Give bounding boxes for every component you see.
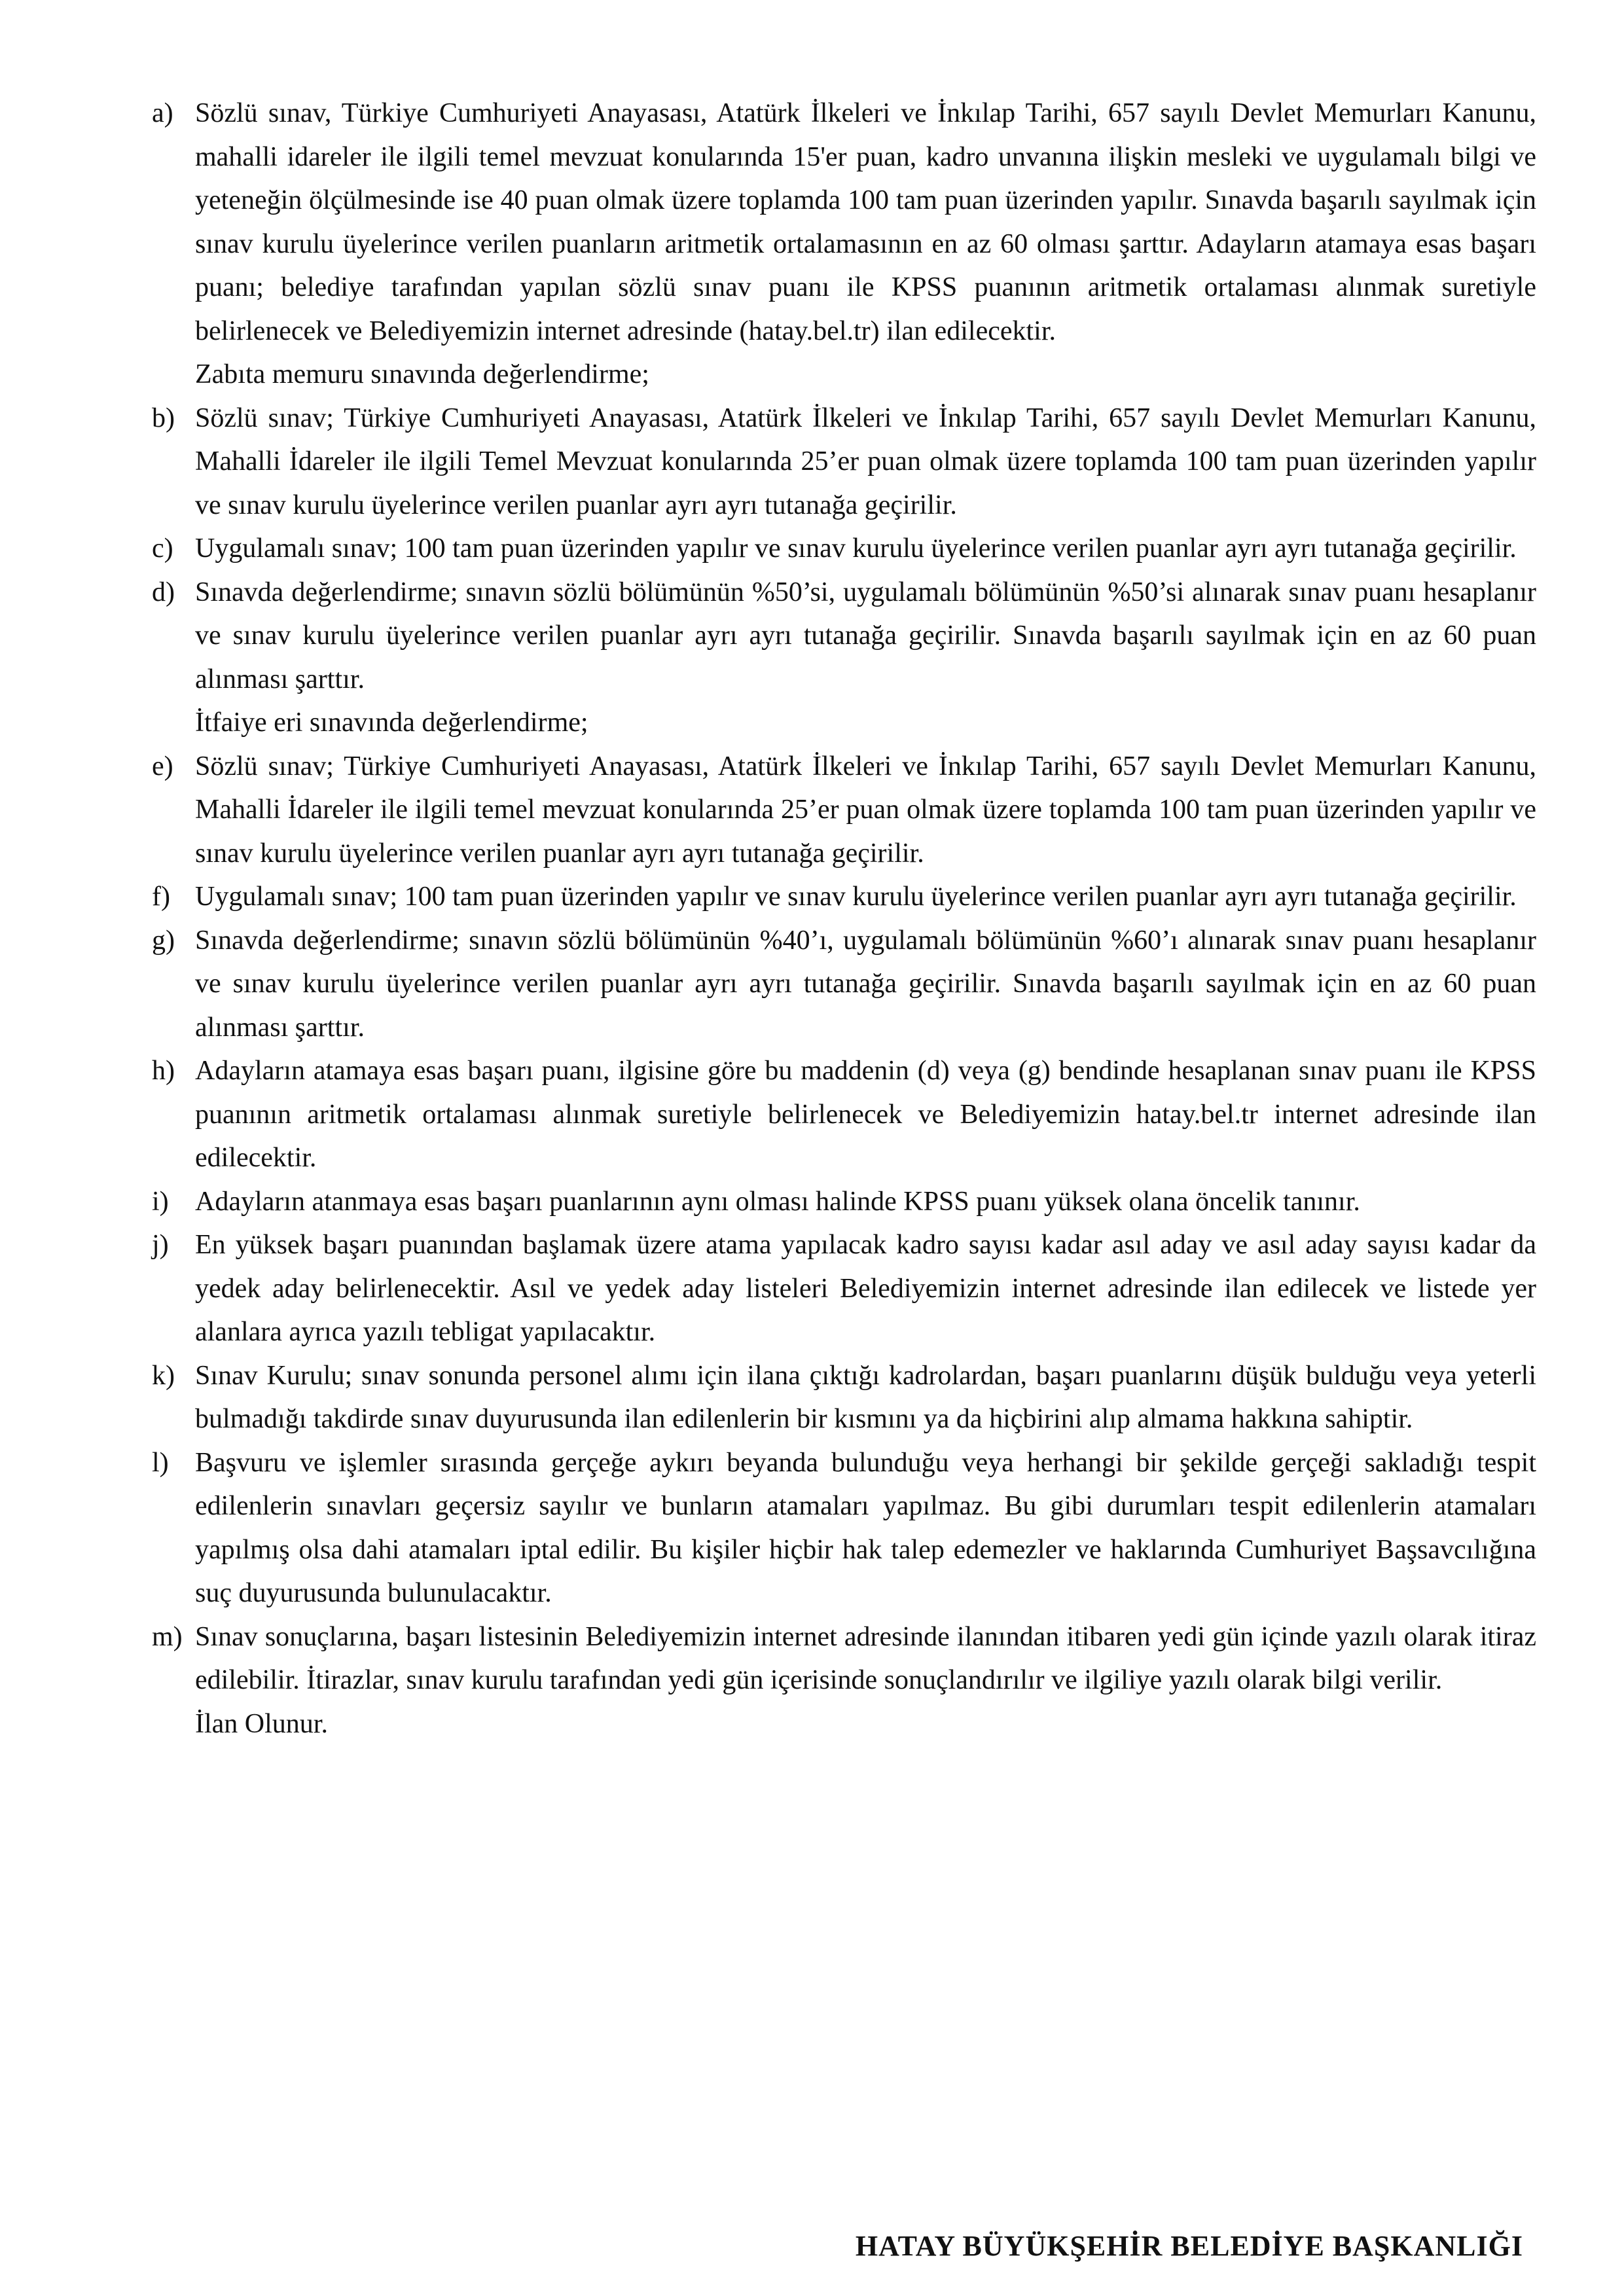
list-item-text: Uygulamalı sınav; 100 tam puan üzerinden yapılır ve sınav kurulu üyelerince verilen puanlar ayrı ayrı tutanağa geçirilir. bbox=[195, 533, 1517, 564]
list-item-text: Uygulamalı sınav; 100 tam puan üzerinden yapılır ve sınav kurulu üyelerince verilen puanlar ayrı ayrı tutanağa geçirilir. bbox=[195, 882, 1517, 912]
list-marker: j) bbox=[152, 1230, 169, 1260]
list-marker: a) bbox=[152, 98, 173, 128]
list-marker: k) bbox=[152, 1360, 175, 1391]
list-item-c bbox=[152, 527, 1536, 571]
list-item-text: Sınav sonuçlarına, başarı listesinin Belediyemizin internet adresinde ilanından itibaren yedi gün içinde yazılı olarak itiraz edilebilir. İtirazlar, sınav kurulu tarafından yedi gün içerisinde sonuçlandırılır ve ilgiliye yazılı olarak bilgi verilir. bbox=[195, 1621, 1536, 1695]
list-item-text: Sınavda değerlendirme; sınavın sözlü bölümünün %40’ı, uygulamalı bölümünün %60’ı alınarak sınav puanı hesaplanır ve sınav kurulu üyelerince verilen puanlar ayrı ayrı tutanağa geçirilir. Sınavda başarılı sayılmak için en az 60 puan alınması şarttır. bbox=[195, 925, 1536, 1043]
list-marker: e) bbox=[152, 751, 173, 781]
list-marker: c) bbox=[152, 533, 173, 564]
list-marker: g) bbox=[152, 925, 175, 956]
list-marker: h) bbox=[152, 1056, 175, 1086]
list-marker: b) bbox=[152, 403, 175, 433]
list-marker: l) bbox=[152, 1447, 169, 1478]
list-item-f bbox=[152, 875, 1536, 919]
list-marker: d) bbox=[152, 577, 175, 607]
list-item-text: Adayların atanmaya esas başarı puanlarının aynı olması halinde KPSS puanı yüksek olana öncelik tanınır. bbox=[195, 1186, 1360, 1217]
list-marker: f) bbox=[152, 882, 170, 912]
list-item-e bbox=[152, 745, 1536, 876]
list-item-l bbox=[152, 1441, 1536, 1615]
list-item-b bbox=[152, 397, 1536, 528]
list-item-k bbox=[152, 1354, 1536, 1441]
list-item-text: Sınav Kurulu; sınav sonunda personel alımı için ilana çıktığı kadrolardan, başarı puanlarını düşük bulduğu veya yeterli bulmadığı takdirde sınav duyurusunda ilan edilenlerin bir kısmını ya da hiçbirini alıp almama hakkına sahiptir. bbox=[195, 1360, 1536, 1434]
list-item-text: En yüksek başarı puanından başlamak üzere atama yapılacak kadro sayısı kadar asıl aday ve asıl aday sayısı kadar da yedek aday belirlenecektir. Asıl ve yedek aday listeleri Belediyemizin internet adresinde ilan edilecek ve listede yer alanlara ayrıca yazılı tebligat yapılacaktır. bbox=[195, 1230, 1536, 1347]
list-item-text: Sözlü sınav, Türkiye Cumhuriyeti Anayasası, Atatürk İlkeleri ve İnkılap Tarihi, 657 sayılı Devlet Memurları Kanunu, mahalli idareler ile ilgili temel mevzuat konularında 15'er puan, kadro unvanına ilişkin mesleki ve uygulamalı bilgi ve yeteneğin ölçülmesinde ise 40 puan olmak üzere toplamda 100 tam puan üzerinden yapılır. Sınavda başarılı sayılmak için sınav kurulu üyelerince verilen puanların aritmetik ortalamasının en az 60 olması şarttır. Adayların atamaya esas başarı puanı; belediye tarafından yapılan sözlü sınav puanı ile KPSS puanının aritmetik ortalaması alınmak suretiyle belirlenecek ve Belediyemizin internet adresinde (hatay.bel.tr) ilan edilecektir. bbox=[195, 98, 1536, 346]
list-marker: i) bbox=[152, 1186, 169, 1217]
list-item-a bbox=[152, 92, 1536, 353]
closing-statement: İlan Olunur. bbox=[195, 1708, 328, 1739]
list-item-text: Başvuru ve işlemler sırasında gerçeğe aykırı beyanda bulunduğu veya herhangi bir şekilde gerçeği sakladığı tespit edilenlerin sınavları geçersiz sayılır ve bunların atamaları yapılmaz. Bu gibi durumları tespit edilenlerin atamaları yapılmış olsa dahi atamaları iptal edilir. Bu kişiler hiçbir hak talep edemezler ve haklarında Cumhuriyet Başsavcılığına suç duyurusunda bulunulacaktır. bbox=[195, 1447, 1536, 1608]
list-marker: m) bbox=[152, 1621, 183, 1652]
list-item-h bbox=[152, 1049, 1536, 1180]
announcement-body bbox=[152, 92, 1536, 1746]
list-item-text: Sınavda değerlendirme; sınavın sözlü bölümünün %50’si, uygulamalı bölümünün %50’si alınarak sınav puanı hesaplanır ve sınav kurulu üyelerince verilen puanlar ayrı ayrı tutanağa geçirilir. Sınavda başarılı sayılmak için en az 60 puan alınması şarttır. bbox=[195, 577, 1536, 694]
list-item-text: Adayların atamaya esas başarı puanı, ilgisine göre bu maddenin (d) veya (g) bendinde hesaplanan sınav puanı ile KPSS puanının aritmetik ortalaması alınmak suretiyle belirlenecek ve Belediyemizin hatay.bel.tr internet adresinde ilan edilecektir. bbox=[195, 1056, 1536, 1173]
issuer-title: HATAY BÜYÜKŞEHİR BELEDİYE BAŞKANLIĞI bbox=[855, 2230, 1523, 2262]
list-item-text: Sözlü sınav; Türkiye Cumhuriyeti Anayasası, Atatürk İlkeleri ve İnkılap Tarihi, 657 sayılı Devlet Memurları Kanunu, Mahalli İdareler ile ilgili Temel Mevzuat konularında 25’er puan olmak üzere toplamda 100 tam puan üzerinden yapılır ve sınav kurulu üyelerince verilen puanlar ayrı ayrı tutanağa geçirilir. bbox=[195, 403, 1536, 520]
list-item-text: Sözlü sınav; Türkiye Cumhuriyeti Anayasası, Atatürk İlkeleri ve İnkılap Tarihi, 657 sayılı Devlet Memurları Kanunu, Mahalli İdareler ile ilgili temel mevzuat konularında 25’er puan olmak üzere toplamda 100 tam puan üzerinden yapılır ve sınav kurulu üyelerince verilen puanlar ayrı ayrı tutanağa geçirilir. bbox=[195, 751, 1536, 869]
list-item-i bbox=[152, 1180, 1536, 1224]
list-item-j bbox=[152, 1223, 1536, 1354]
list-item-m bbox=[152, 1615, 1536, 1702]
section-heading-itfaiye: İtfaiye eri sınavında değerlendirme; bbox=[195, 708, 588, 738]
list-item-g bbox=[152, 919, 1536, 1050]
list-item-d bbox=[152, 571, 1536, 702]
section-heading-zabita: Zabıta memuru sınavında değerlendirme; bbox=[195, 359, 649, 389]
